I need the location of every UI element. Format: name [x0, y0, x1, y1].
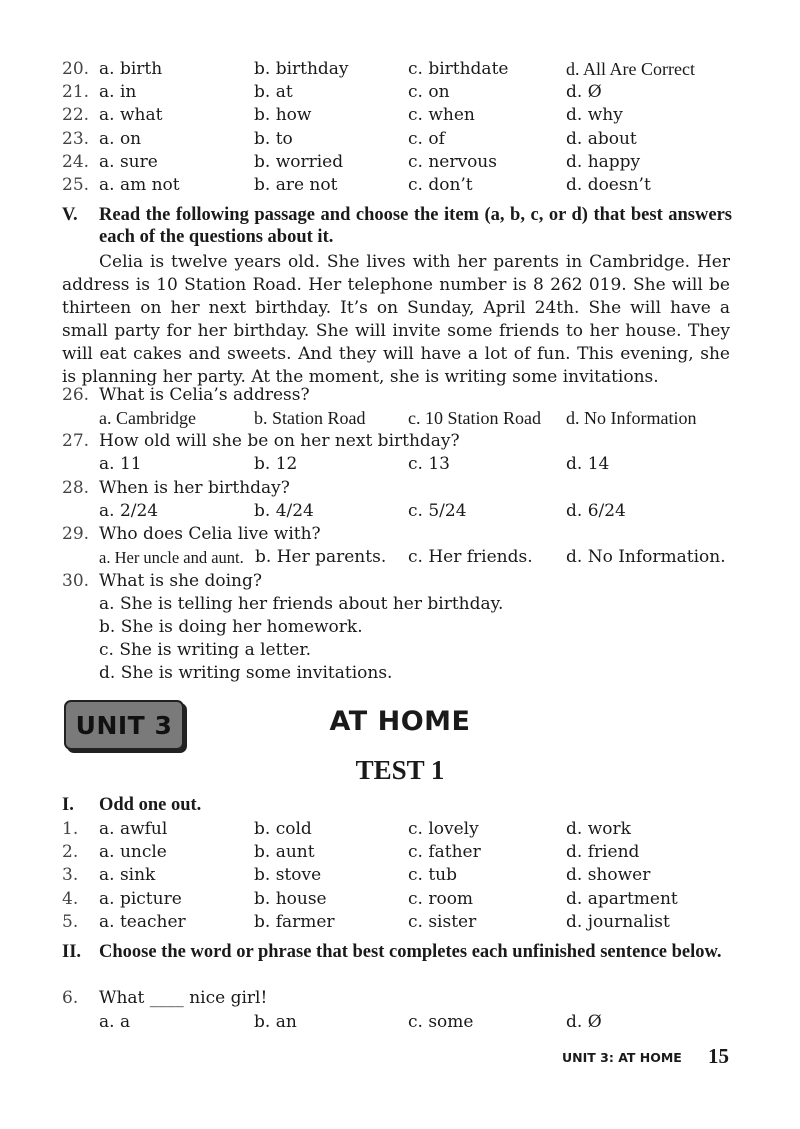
option-a: a. Her uncle and aunt. — [99, 548, 244, 567]
question-row — [62, 384, 742, 407]
option-d: d. No Information. — [566, 547, 726, 567]
answer-row — [62, 500, 742, 523]
option-d: d. about — [566, 129, 637, 149]
passage-text: Celia is twelve years old. She lives with her parents in Cambridge. Her address is 10 Station Road. Her telephone number is 8 262 019. She will be thirteen on her next birthday. It’s on Sunday, April 24th. She will have a small party for her birthday. She will invite some friends to her house. They will eat cakes and sweets. And they will have a lot of fun. This evening, she is planning her party. At the moment, she is writing some invitations. — [62, 252, 730, 387]
unit-badge — [64, 700, 184, 750]
section-number: V. — [62, 205, 78, 225]
option-c: c. father — [408, 842, 481, 862]
option-b: b. to — [254, 129, 293, 149]
item-number: 1. — [62, 819, 79, 839]
section-instruction: Odd one out. — [99, 795, 202, 815]
section-number: II. — [62, 942, 82, 962]
option-a: a. birth — [99, 59, 163, 79]
option-d: d. Ø — [566, 82, 602, 102]
option-a: a. on — [99, 129, 142, 149]
page-number: 15 — [708, 1044, 729, 1068]
option-a: a. sink — [99, 865, 156, 885]
item-number: 2. — [62, 842, 79, 862]
option-d: d. friend — [566, 842, 640, 862]
option-d: d. 14 — [566, 454, 610, 474]
option-d: d. doesn’t — [566, 175, 651, 195]
option-a: a. am not — [99, 175, 180, 195]
unit-title: AT HOME — [329, 706, 471, 737]
question-row — [62, 477, 742, 500]
option-b: b. 12 — [254, 454, 298, 474]
option-b: b. worried — [254, 152, 344, 172]
item-number: 4. — [62, 889, 79, 909]
answer-row — [62, 104, 742, 127]
unit-badge-label: UNIT 3 — [75, 710, 173, 740]
answer-row — [62, 407, 742, 430]
item-number: 23. — [62, 129, 90, 149]
question-text: What ____ nice girl! — [99, 988, 268, 1008]
option-a: a. what — [99, 105, 163, 125]
answer-row — [62, 888, 742, 911]
option-d: d. why — [566, 105, 623, 125]
option-d: d. happy — [566, 152, 641, 172]
option-d: d. journalist — [566, 912, 670, 932]
option-c: c. 5/24 — [408, 501, 467, 521]
test-title: TEST 1 — [355, 755, 445, 785]
section-ii-heading — [62, 941, 732, 963]
question-number: 6. — [62, 988, 79, 1008]
option-b: b. Station Road — [254, 408, 366, 428]
option-c: c. 13 — [408, 454, 450, 474]
question-text: What is she doing? — [99, 571, 262, 591]
answer-row — [62, 593, 742, 616]
option-a: a. a — [99, 1012, 131, 1032]
option-b: b. cold — [254, 819, 312, 839]
option-b: b. stove — [254, 865, 322, 885]
item-number: 21. — [62, 82, 90, 102]
answer-row — [62, 911, 742, 934]
option-d: d. All Are Correct — [566, 59, 695, 79]
option-c: c. nervous — [408, 152, 497, 172]
option-c: c. sister — [408, 912, 477, 932]
answer-row — [62, 662, 742, 685]
option-b: b. farmer — [254, 912, 335, 932]
option-c: c. tub — [408, 865, 457, 885]
question-number: 30. — [62, 571, 90, 591]
option-b: b. are not — [254, 175, 338, 195]
question-number: 28. — [62, 478, 90, 498]
answer-row — [62, 546, 742, 569]
option-c: c. of — [408, 129, 445, 149]
option-d: d. apartment — [566, 889, 678, 909]
answer-row — [62, 151, 742, 174]
answer-row — [62, 58, 742, 81]
option-d: d. 6/24 — [566, 501, 626, 521]
item-number: 20. — [62, 59, 90, 79]
option-a: a. picture — [99, 889, 182, 909]
option-a: a. awful — [99, 819, 168, 839]
option-b: b. house — [254, 889, 327, 909]
option-d: d. She is writing some invitations. — [99, 663, 393, 683]
section-instruction: Choose the word or phrase that best completes each unfinished sentence below. — [99, 942, 722, 962]
option-b: b. 4/24 — [254, 501, 314, 521]
option-b: b. an — [254, 1012, 297, 1032]
option-c: c. on — [408, 82, 450, 102]
option-c: c. She is writing a letter. — [99, 640, 311, 660]
option-a: a. 2/24 — [99, 501, 159, 521]
option-d: d. No Information — [566, 408, 697, 428]
question-text: When is her birthday? — [99, 478, 290, 498]
option-c: c. room — [408, 889, 474, 909]
answer-row — [62, 453, 742, 476]
item-number: 25. — [62, 175, 90, 195]
option-a: a. Cambridge — [99, 408, 196, 428]
item-number: 5. — [62, 912, 79, 932]
answer-row — [62, 841, 742, 864]
question-text: What is Celia’s address? — [99, 385, 310, 405]
answer-row — [62, 81, 742, 104]
option-a: a. uncle — [99, 842, 167, 862]
option-b: b. aunt — [254, 842, 315, 862]
answer-row — [62, 864, 742, 887]
question-row — [62, 987, 742, 1010]
question-number: 27. — [62, 431, 90, 451]
option-c: c. Her friends. — [408, 547, 533, 567]
question-row — [62, 523, 742, 546]
item-number: 24. — [62, 152, 90, 172]
option-a: a. teacher — [99, 912, 186, 932]
option-c: c. some — [408, 1012, 474, 1032]
answer-row — [62, 174, 742, 197]
option-c: c. 10 Station Road — [408, 408, 541, 428]
question-row — [62, 570, 742, 593]
reading-passage — [62, 251, 730, 389]
question-number: 26. — [62, 385, 90, 405]
question-number: 29. — [62, 524, 90, 544]
section-v-heading — [62, 204, 732, 248]
question-text: How old will she be on her next birthday? — [99, 431, 460, 451]
option-a: a. in — [99, 82, 137, 102]
running-footer: UNIT 3: AT HOME — [562, 1050, 682, 1065]
option-c: c. lovely — [408, 819, 479, 839]
option-b: b. She is doing her homework. — [99, 617, 363, 637]
option-c: c. birthdate — [408, 59, 509, 79]
item-number: 22. — [62, 105, 90, 125]
option-c: c. don’t — [408, 175, 473, 195]
option-c: c. when — [408, 105, 475, 125]
option-b: b. birthday — [254, 59, 349, 79]
option-a: a. She is telling her friends about her birthday. — [99, 594, 504, 614]
option-a: a. sure — [99, 152, 158, 172]
question-text: Who does Celia live with? — [99, 524, 321, 544]
section-instruction: Read the following passage and choose the item (a, b, c, or d) that best answers each of the questions about it. — [99, 205, 732, 247]
answer-row — [62, 128, 742, 151]
question-row — [62, 430, 742, 453]
option-b: b. at — [254, 82, 293, 102]
option-d: d. work — [566, 819, 631, 839]
answer-row — [62, 818, 742, 841]
answer-row — [62, 639, 742, 662]
option-b: b. Her parents. — [255, 547, 387, 567]
option-a: a. 11 — [99, 454, 142, 474]
section-i-heading — [62, 794, 732, 816]
option-d: d. Ø — [566, 1012, 602, 1032]
answer-row — [62, 1011, 742, 1034]
item-number: 3. — [62, 865, 79, 885]
option-b: b. how — [254, 105, 312, 125]
option-d: d. shower — [566, 865, 651, 885]
section-number: I. — [62, 795, 74, 815]
answer-row — [62, 616, 742, 639]
